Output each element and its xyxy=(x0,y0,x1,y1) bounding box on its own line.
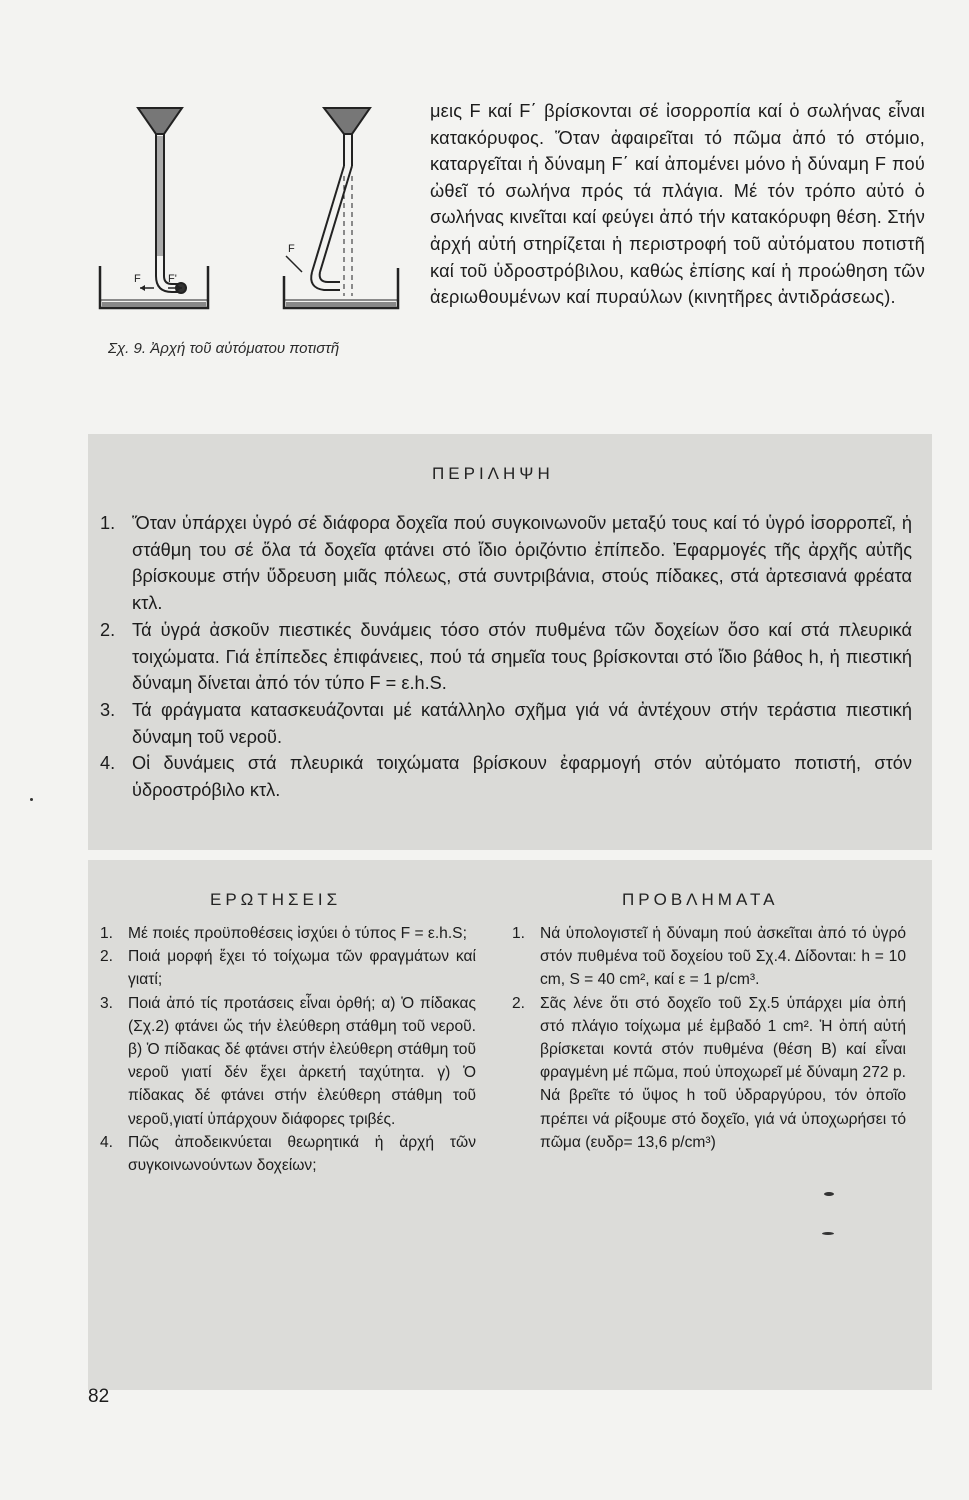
problems-title: ΠΡΟΒΛΗΜΑΤΑ xyxy=(622,890,779,909)
list-item xyxy=(100,697,912,750)
sprinkler-figure xyxy=(88,96,418,366)
right-funnel-icon xyxy=(324,108,370,134)
list-item xyxy=(512,992,906,1154)
label-f-right: F xyxy=(288,243,295,255)
item-text: Τά ὑγρά ἀσκοῦν πιεστικές δυνάμεις τόσο στόν πυθμένα τῶν δοχείων ὅσο καί στά πλευρικά τοιχώματα. Γιά ἐπίπεδες ἐπιφάνειες, πού τά σημεῖα τους βρίσκονται στό ἴδιο βάθος h, ἡ πιεστική δύναμη δίνεται ἀπό τόν τύπο F = ε.h.S. xyxy=(132,619,912,694)
item-number: 2. xyxy=(512,994,526,1012)
item-text: Πῶς ἀποδεικνύεται θεωρητικά ἡ ἀρχή τῶν συγκοινωνούντων δοχείων; xyxy=(128,1133,476,1175)
figure-caption: Σχ. 9. Ἀρχή τοῦ αὐτόματου ποτιστῆ xyxy=(108,340,340,357)
intro-text xyxy=(430,98,925,311)
item-number: 3. xyxy=(100,699,116,720)
ink-speck xyxy=(30,798,33,801)
item-text: Ποιά ἀπό τίς προτάσεις εἶναι ὀρθή; α) Ὁ πίδακας (Σχ.2) φτάνει ὥς τήν ἐλεύθερη στάθμη τοῦ νεροῦ. β) Ὁ πίδακας δέ φτάνει στήν ἐλεύθερη στάθμη τοῦ νεροῦ γιατί δέν ἔχει ἀρκετή ταχύτητα. γ) Ὁ πίδακας δέ φτάνει στήν ἐλεύθερη στάθμη τοῦ νεροῦ,γιατί ὑπάρχουν διάφορες τριβές. xyxy=(128,994,476,1128)
item-number: 4. xyxy=(100,753,116,774)
problems-list xyxy=(512,922,906,1154)
item-text: Νά ὑπολογιστεῖ ἡ δύναμη πού ἀσκεῖται ἀπό τό ὑγρό στόν πυθμένα τοῦ δοχείου τοῦ Σχ.4. Δίδονται: h = 10 cm, S = 40 cm², καί ε = 1 p/cm³. xyxy=(540,925,906,989)
label-f: F xyxy=(134,273,141,285)
list-item xyxy=(512,922,906,992)
label-f-prime: F' xyxy=(168,273,177,285)
ink-speck xyxy=(822,1232,834,1235)
item-number: 2. xyxy=(100,948,114,966)
left-funnel-icon xyxy=(138,108,182,134)
ink-speck xyxy=(824,1192,834,1196)
item-number: 1. xyxy=(100,925,114,942)
item-number: 4. xyxy=(100,1133,114,1151)
list-item xyxy=(100,750,912,803)
item-number: 2. xyxy=(100,619,116,640)
list-item xyxy=(100,945,476,991)
item-text: Σᾶς λένε ὅτι στό δοχεῖο τοῦ Σχ.5 ὑπάρχει μία ὀπή στό πλάγιο τοίχωμα μέ ἐμβαδό 1 cm². Ἡ ὀπή αὐτή βρίσκεται κοντά στόν πυθμένα (θέση Β) καί εἶναι φραγμένη μέ πῶμα, πού ὑποχωρεῖ μέ δύναμη 272 p. Νά βρεῖτε τό ὕψος h τοῦ ὑδραργύρου, τόν ὁποῖο πρέπει νά ρίξουμε στό δοχεῖο, γιά νά ὑποχωρήσει τό πῶμα (ευδρ= 13,6 p/cm³) xyxy=(540,994,906,1151)
page-number: 82 xyxy=(88,1386,110,1407)
questions-title: ΕΡΩΤΗΣΕΙΣ xyxy=(210,890,342,909)
list-item xyxy=(100,510,912,617)
item-text: Οἱ δυνάμεις στά πλευρικά τοιχώματα βρίσκουν ἐφαρμογή στόν αὐτόματο ποτιστή, στόν ὑδροστρόβιλο κτλ. xyxy=(132,753,912,801)
item-text: Τά φράγματα κατασκευάζονται μέ κατάλληλο σχῆμα γιά νά ἀντέχουν στήν τεράστια πιεστική δύναμη τοῦ νεροῦ. xyxy=(132,699,912,747)
item-text: Μέ ποιές προϋποθέσεις ἰσχύει ὁ τύπος F = ε.h.S; xyxy=(128,925,467,942)
item-number: 3. xyxy=(100,994,114,1012)
list-item xyxy=(100,922,476,945)
intro-paragraph: μεις F καί F΄ βρίσκονται σέ ἰσορροπία καί ὁ σωλήνας εἶναι κατακόρυφος. Ὅταν ἀφαιρεῖται τό πῶμα ἀπό τό στόμιο, καταργεῖται ἡ δύναμη F΄ καί ἀπομένει μόνο ἡ δύναμη F πού ὠθεῖ τό σωλήνα πρός τά πλάγια. Μέ τόν τρόπο αὐτό ὁ σωλήνας κινεῖται καί φεύγει ἀπό τήν κατακόρυφη θέση. Στήν ἀρχή αὐτή στηρίζεται ἡ περιστροφή τοῦ αὐτόματου ποτιστῆ καί τοῦ ὑδροστρόβιλου, καθώς ἐπίσης καί ἡ προώθηση τῶν ἀεριωθουμένων καί πυραύλων (κινητῆρες ἀντιδράσεως). xyxy=(430,101,925,308)
item-number: 1. xyxy=(512,925,526,942)
list-item xyxy=(100,617,912,697)
questions-list xyxy=(100,922,476,1177)
item-text: Ὅταν ὑπάρχει ὑγρό σέ διάφορα δοχεῖα πού συγκοινωνοῦν μεταξύ τους καί τό ὑγρό ἰσορροπεῖ, ἡ στάθμη του σέ ὅλα τά δοχεῖα φτάνει στό ἴδιο ὁριζόντιο ἐπίπεδο. Ἐφαρμογές τῆς ἀρχῆς αὐτῆς βρίσκουμε στήν ὕδρευση μιᾶς πόλεως, στά συντριβάνια, στούς πίδακες, στά ἀρτεσιανά φρέατα κτλ. xyxy=(132,513,912,614)
list-item xyxy=(100,1131,476,1177)
summary-title: ΠΕΡΙΛΗΨΗ xyxy=(432,464,554,483)
list-item xyxy=(100,992,476,1131)
item-number: 1. xyxy=(100,513,116,533)
item-text: Ποιά μορφή ἔχει τό τοίχωμα τῶν φραγμάτων καί γιατί; xyxy=(128,948,476,989)
summary-list xyxy=(100,510,912,804)
